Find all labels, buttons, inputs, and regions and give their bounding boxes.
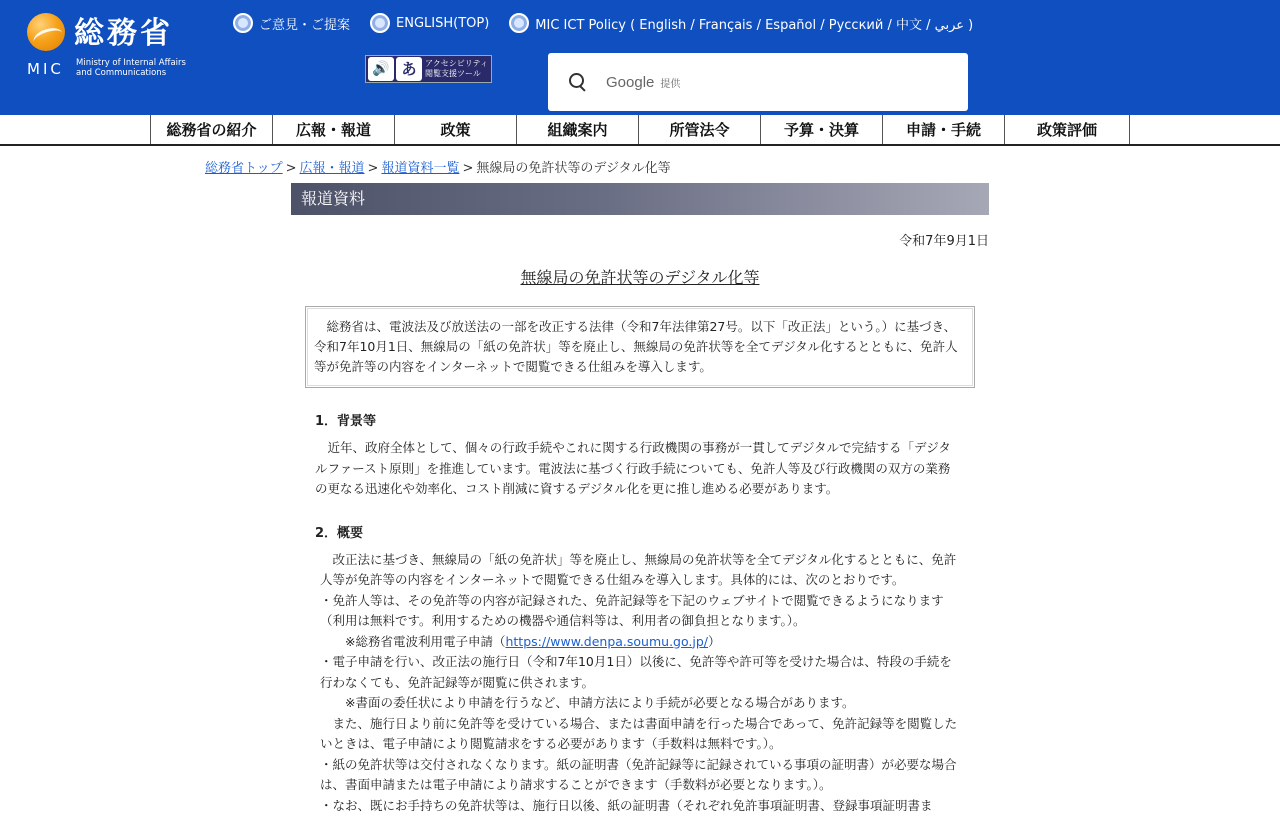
logo-mic-text: MIC <box>27 60 64 78</box>
overview-note-website <box>320 632 961 653</box>
note-suffix: ） <box>708 634 721 649</box>
accessibility-tool-line2: 閲覧支援ツール <box>425 69 488 79</box>
top-link-label: ENGLISH(TOP) <box>396 16 489 31</box>
nav-item-laws[interactable]: 所管法令 <box>638 115 760 144</box>
breadcrumb-current: 無線局の免許状等のデジタル化等 <box>476 161 670 176</box>
top-link-english[interactable] <box>370 13 489 33</box>
nav-item-organization[interactable]: 組織案内 <box>516 115 638 144</box>
nav-item-budget[interactable]: 予算・決算 <box>760 115 882 144</box>
logo-japanese-name: 総務省 <box>74 16 173 52</box>
nav-item-policy[interactable]: 政策 <box>394 115 516 144</box>
global-nav-list <box>150 115 1130 144</box>
section-heading-overview: 2．概要 <box>315 522 989 541</box>
global-nav <box>0 115 1280 146</box>
overview-paragraph-1: 改正法に基づき、無線局の「紙の免許状」等を廃止し、無線局の免許状等を全てデジタル化するとともに、免許人等が免許等の内容をインターネットで閲覧できる仕組みを導入します。具体的には、次のとおりです。 <box>320 550 961 591</box>
accessibility-tool-button[interactable] <box>365 55 492 83</box>
breadcrumb <box>205 157 671 176</box>
top-link-feedback[interactable] <box>233 13 350 33</box>
nav-item-evaluation[interactable]: 政策評価 <box>1004 115 1130 144</box>
overview-paragraph-8: ・なお、既にお手持ちの免許状等は、施行日以後、紙の証明書（それぞれ免許事項証明書、登録事項証明書ま <box>320 796 961 816</box>
radio-bullet-icon <box>509 13 529 33</box>
overview-paragraph-4: ・電子申請を行い、改正法の施行日（令和7年10月1日）以後に、免許等や許可等を受けた場合は、特段の手続を行わなくても、免許記録等が閲覧に供されます。 <box>320 652 961 693</box>
nav-item-press[interactable]: 広報・報道 <box>272 115 394 144</box>
logo-english-line2: and Communications <box>76 68 186 78</box>
logo-english-line1: Ministry of Internal Affairs <box>76 58 186 68</box>
site-header <box>0 0 1280 115</box>
section-heading-background: 1．背景等 <box>315 410 989 429</box>
logo-emblem-icon <box>27 13 65 51</box>
main-content <box>291 183 989 816</box>
mic-logo[interactable] <box>26 12 216 82</box>
search-input[interactable] <box>548 53 968 111</box>
article-title: 無線局の免許状等のデジタル化等 <box>291 265 989 288</box>
breadcrumb-link-press[interactable]: 広報・報道 <box>300 161 365 176</box>
radio-bullet-icon <box>233 13 253 33</box>
nav-item-about[interactable]: 総務省の紹介 <box>150 115 272 144</box>
overview-paragraph-6: また、施行日より前に免許等を受けている場合、または書面申請を行った場合であって、免許記録等を閲覧したいときは、電子申請により閲覧請求をする必要があります（手数料は無料です。）。 <box>320 714 961 755</box>
breadcrumb-link-press-list[interactable]: 報道資料一覧 <box>381 161 459 176</box>
nav-item-applications[interactable]: 申請・手続 <box>882 115 1004 144</box>
overview-note-procedure: ※書面の委任状により申請を行うなど、申請方法により手続が必要となる場合があります。 <box>320 693 961 714</box>
search-icon[interactable] <box>568 72 588 92</box>
overview-paragraph-7: ・紙の免許状等は交付されなくなります。紙の証明書（免許記録等に記録されている事項の証明書）が必要な場合は、書面申請または電子申請により請求することができます（手数料が必要となります。）。 <box>320 755 961 796</box>
breadcrumb-link-top[interactable]: 総務省トップ <box>205 161 283 176</box>
summary-box <box>305 306 975 388</box>
radio-bullet-icon <box>370 13 390 33</box>
hiragana-a-icon: あ <box>396 57 422 81</box>
speaker-icon: 🔊 <box>368 57 394 81</box>
accessibility-tool-line1: アクセシビリティ <box>425 59 488 69</box>
top-link-label: ご意見・ご提案 <box>259 14 350 33</box>
top-links <box>233 13 993 33</box>
press-date: 令和7年9月1日 <box>291 230 989 249</box>
google-brand: Google <box>606 74 654 91</box>
section-body-overview <box>320 550 961 816</box>
accessibility-tool-label <box>425 59 488 79</box>
denpa-website-link[interactable]: https://www.denpa.soumu.go.jp/ <box>505 634 708 649</box>
breadcrumb-separator: > <box>462 161 473 176</box>
note-prefix: ※総務省電波利用電子申請（ <box>345 634 505 649</box>
section-title: 報道資料 <box>291 183 989 215</box>
top-link-ict-policy[interactable] <box>509 13 973 33</box>
google-provided-label: 提供 <box>660 75 680 90</box>
background-paragraph: 近年、政府全体として、個々の行政手続やこれに関する行政機関の事務が一貫してデジタルで完結する「デジタルファースト原則」を推進しています。電波法に基づく行政手続についても、免許人等及び行政機関の双方の業務の更なる迅速化や効率化、コスト削減に資するデジタル化を更に推し進める必要があります。 <box>315 438 959 500</box>
breadcrumb-separator: > <box>368 161 379 176</box>
section-body-background <box>315 438 959 500</box>
top-link-label: MIC ICT Policy ( English / Français / Español / Русский / 中文 / عربي ) <box>535 14 973 33</box>
overview-paragraph-2: ・免許人等は、その免許等の内容が記録された、免許記録等を下記のウェブサイトで閲覧できるようになります（利用は無料です。利用するための機器や通信料等は、利用者の御負担となります。）。 <box>320 591 961 632</box>
summary-text: 総務省は、電波法及び放送法の一部を改正する法律（令和7年法律第27号。以下「改正法」という。）に基づき、令和7年10月1日、無線局の「紙の免許状」等を廃止し、無線局の免許状等を全てデジタル化するとともに、免許人等が免許等の内容をインターネットで閲覧できる仕組みを導入します。 <box>314 317 966 377</box>
breadcrumb-separator: > <box>286 161 297 176</box>
logo-english-name <box>76 58 186 78</box>
